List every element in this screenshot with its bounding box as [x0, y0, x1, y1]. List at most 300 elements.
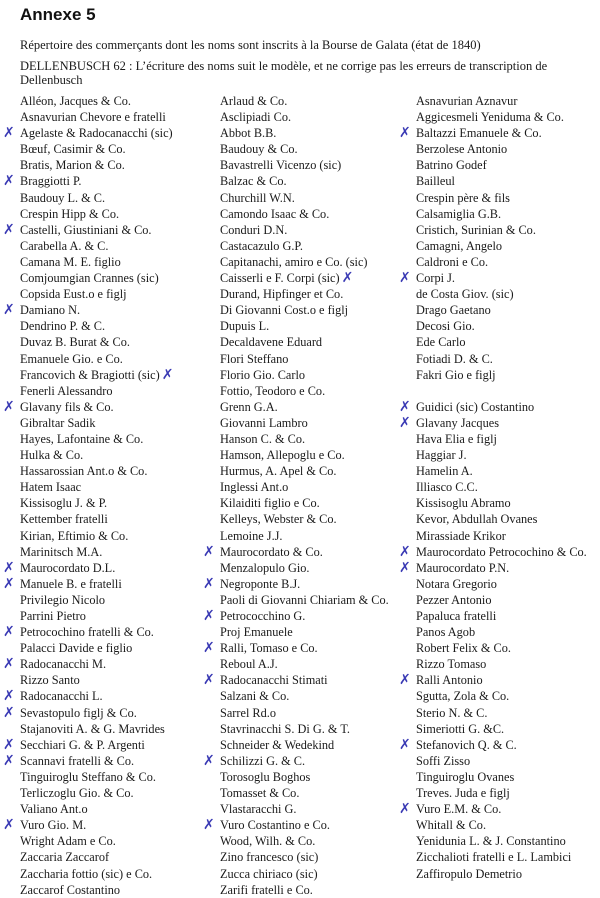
merchant-entry	[220, 801, 410, 817]
merchant-entry	[220, 431, 410, 447]
merchant-name: Negroponte B.J.	[220, 576, 301, 591]
merchant-entry	[220, 383, 410, 399]
merchant-name: Schneider & Wedekind	[220, 737, 335, 752]
merchant-name: Haggiar J.	[416, 448, 467, 463]
handwritten-cross-mark-icon: ✗	[3, 125, 15, 142]
merchant-name: Paoli di Giovanni Chiariam & Co.	[220, 592, 389, 607]
merchant-entry	[3, 752, 215, 769]
merchant-name: Lemoine J.J.	[220, 528, 283, 543]
merchant-name: Caisserli e F. Corpi (sic)	[220, 271, 340, 286]
merchant-name: Tomasset & Co.	[220, 786, 300, 801]
merchant-entry	[416, 141, 600, 157]
merchant-entry	[220, 109, 410, 125]
merchant-name: Palacci Davide e figlio	[20, 641, 133, 656]
merchant-entry	[416, 721, 600, 737]
merchant-entry	[416, 479, 600, 495]
merchant-entry	[3, 736, 215, 753]
merchant-entry	[416, 688, 600, 704]
merchant-entry	[416, 254, 600, 270]
merchant-entry	[203, 575, 410, 592]
merchant-name: Bratis, Marion & Co.	[20, 158, 125, 173]
merchant-name: Baudouy & Co.	[220, 142, 298, 157]
merchant-name: Zaffiropulo Demetrio	[416, 866, 522, 881]
merchant-entry	[20, 479, 215, 495]
handwritten-cross-mark-icon: ✗	[3, 624, 15, 641]
merchant-name: Mirassiade Krikor	[416, 528, 506, 543]
merchant-entry	[220, 785, 410, 801]
merchant-entry	[220, 415, 410, 431]
merchant-name: Conduri D.N.	[220, 222, 288, 237]
handwritten-cross-mark-icon: ✗	[399, 270, 411, 287]
merchant-name: Hassarossian Ant.o & Co.	[20, 464, 148, 479]
handwritten-cross-mark-icon: ✗	[203, 575, 215, 592]
merchant-entry	[203, 640, 410, 657]
merchant-entry	[416, 656, 600, 672]
merchant-entry	[3, 173, 215, 190]
handwritten-cross-mark-icon: ✗	[3, 398, 15, 415]
merchant-entry	[220, 463, 410, 479]
handwritten-cross-mark-icon: ✗	[203, 640, 215, 657]
merchant-entry	[416, 383, 600, 399]
merchant-name: Stefanovich Q. & C.	[416, 737, 517, 752]
merchant-entry	[416, 608, 600, 624]
merchant-entry	[220, 705, 410, 721]
merchant-entry	[416, 173, 600, 189]
merchant-entry	[20, 141, 215, 157]
merchant-entry	[399, 398, 600, 415]
merchant-name: Gibraltar Sadik	[20, 415, 96, 430]
merchant-entry	[220, 367, 410, 383]
merchant-entry	[220, 222, 410, 238]
merchant-name: Di Giovanni Cost.o e figlj	[220, 303, 349, 318]
merchant-entry	[20, 608, 215, 624]
merchant-entry	[416, 206, 600, 222]
merchant-entry	[416, 785, 600, 801]
merchant-name: Ralli Antonio	[416, 673, 483, 688]
merchant-name: Reboul A.J.	[220, 657, 278, 672]
handwritten-cross-mark-icon: ✗	[203, 543, 215, 560]
merchant-name: Baudouy L. & C.	[20, 190, 106, 205]
merchant-name: Vuro E.M. & Co.	[416, 802, 502, 817]
merchant-entry	[416, 769, 600, 785]
merchant-name: Illiasco C.C.	[416, 480, 478, 495]
merchant-entry	[416, 463, 600, 479]
handwritten-cross-mark-icon: ✗	[203, 672, 215, 689]
merchant-entry	[203, 543, 410, 560]
merchant-name: Menzalopulo Gio.	[220, 560, 310, 575]
merchant-name: Kilaiditi figlio e Co.	[220, 496, 320, 511]
merchant-entry	[220, 447, 410, 463]
merchant-entry	[220, 318, 410, 334]
merchant-entry	[20, 190, 215, 206]
merchant-name: Fenerli Alessandro	[20, 383, 113, 398]
handwritten-cross-mark-icon: ✗	[399, 398, 411, 415]
transcription-note: DELLENBUSCH 62 : L’écriture des noms suit le modèle, et ne corrige pas les erreurs de transcription de Dellenbusch	[20, 59, 548, 87]
handwritten-cross-mark-icon: ✗	[3, 559, 15, 576]
merchant-entry	[220, 206, 410, 222]
merchant-name: Francovich & Bragiotti (sic)	[20, 367, 160, 382]
merchant-name: Aggicesmeli Yeniduma & Co.	[416, 110, 564, 125]
merchant-entry	[416, 190, 600, 206]
merchant-entry	[220, 190, 410, 206]
merchant-entry	[20, 785, 215, 801]
handwritten-cross-mark-icon: ✗	[3, 688, 15, 705]
merchant-name: Terliczoglu Gio. & Co.	[20, 786, 134, 801]
handwritten-cross-mark-icon: ✗	[3, 817, 15, 834]
merchant-entry	[399, 672, 600, 689]
handwritten-cross-mark-icon: ✗	[399, 543, 411, 560]
merchant-name: Stajanoviti A. & G. Mavrides	[20, 721, 165, 736]
merchant-name: Churchill W.N.	[220, 190, 295, 205]
merchant-entry	[20, 367, 215, 383]
merchant-name: Hanson C. & Co.	[220, 431, 306, 446]
merchant-name: Baltazzi Emanuele & Co.	[416, 126, 542, 141]
merchant-entry	[220, 866, 410, 882]
merchant-name: Fotiadi D. & C.	[416, 351, 493, 366]
merchant-name: Zicchalioti fratelli e L. Lambici	[416, 850, 572, 865]
merchant-name: Camana M. E. figlio	[20, 254, 121, 269]
merchant-entry	[220, 270, 410, 286]
merchant-entry	[20, 254, 215, 270]
merchant-name: Kissisoglu Abramo	[416, 496, 511, 511]
merchant-name: de Costa Giov. (sic)	[416, 287, 514, 302]
merchant-name: Castacazulo G.P.	[220, 238, 303, 253]
merchant-name: Decaldavene Eduard	[220, 335, 323, 350]
merchant-name: Panos Agob	[416, 625, 476, 640]
merchant-entry	[220, 882, 410, 898]
merchant-column-3	[399, 93, 600, 882]
merchant-name: Pezzer Antonio	[416, 592, 492, 607]
merchant-name: Flori Steffano	[220, 351, 289, 366]
merchant-name: Kettember fratelli	[20, 512, 108, 527]
merchant-entry	[416, 624, 600, 640]
merchant-entry	[20, 801, 215, 817]
merchant-entry	[416, 866, 600, 882]
merchant-entry	[20, 640, 215, 656]
merchant-entry	[220, 351, 410, 367]
merchant-entry	[416, 705, 600, 721]
merchant-name: Parrini Pietro	[20, 609, 86, 623]
merchant-entry	[220, 737, 410, 753]
merchant-name: Glavany fils & Co.	[20, 399, 114, 414]
merchant-name: Secchiari G. & P. Argenti	[20, 737, 145, 752]
merchant-name: Maurocordato P.N.	[416, 560, 510, 575]
handwritten-cross-mark-icon: ✗	[3, 704, 15, 721]
handwritten-cross-mark-icon: ✗	[399, 736, 411, 753]
merchant-name: Radocanacchi L.	[20, 689, 103, 704]
merchant-name: Rizzo Tomaso	[416, 657, 487, 672]
merchant-entry	[416, 833, 600, 849]
merchant-entry	[416, 640, 600, 656]
merchant-name: Sterio N. & C.	[416, 705, 488, 720]
merchant-entry	[20, 592, 215, 608]
handwritten-cross-mark-icon: ✗	[399, 801, 411, 818]
merchant-entry	[220, 254, 410, 270]
handwritten-cross-mark-icon: ✗	[3, 575, 15, 592]
merchant-name: Hamelin A.	[416, 464, 473, 479]
merchant-entry	[416, 431, 600, 447]
merchant-entry	[416, 495, 600, 511]
merchant-entry	[220, 141, 410, 157]
merchant-name: Bailleul	[416, 174, 455, 189]
merchant-name: Zaccarof Costantino	[20, 882, 121, 897]
merchant-entry	[220, 399, 410, 415]
merchant-entry	[220, 479, 410, 495]
merchant-name: Treves. Juda e figlj	[416, 786, 510, 801]
merchant-name: Decosi Gio.	[416, 319, 475, 334]
merchant-entry	[20, 769, 215, 785]
merchant-name: Caldroni e Co.	[416, 254, 489, 269]
merchant-entry	[20, 495, 215, 511]
merchant-name: Cristich, Surinian & Co.	[416, 222, 536, 237]
merchant-entry	[220, 286, 410, 302]
merchant-name: Kevor, Abdullah Ovanes	[416, 512, 538, 527]
merchant-name: Copsida Eust.o e figlj	[20, 287, 127, 302]
merchant-name: Crespin Hipp & Co.	[20, 206, 120, 221]
merchant-name: Asclipiadi Co.	[220, 110, 292, 125]
merchant-entry	[203, 672, 410, 689]
merchant-entry	[20, 882, 215, 898]
merchant-name: Kissisoglu J. & P.	[20, 496, 108, 511]
merchant-entry	[399, 801, 600, 818]
merchant-entry	[416, 753, 600, 769]
merchant-name: Hatem Isaac	[20, 480, 82, 495]
merchant-name: Privilegio Nicolo	[20, 592, 106, 607]
merchant-entry	[20, 511, 215, 527]
merchant-name: Radocanacchi Stimati	[220, 673, 328, 688]
merchant-name: Maurocordato D.L.	[20, 560, 116, 575]
merchant-name: Torosoglu Boghos	[220, 769, 311, 784]
merchant-name: Simeriotti G. &C.	[416, 721, 505, 736]
merchant-entry	[220, 528, 410, 544]
merchant-name: Bœuf, Casimir & Co.	[20, 142, 126, 157]
merchant-entry	[416, 849, 600, 865]
handwritten-cross-mark-icon: ✗	[3, 656, 15, 673]
merchant-name: Zaccaria Zaccarof	[20, 850, 110, 865]
merchant-entry	[416, 351, 600, 367]
merchant-entry	[220, 511, 410, 527]
merchant-entry	[20, 383, 215, 399]
merchant-entry	[203, 752, 410, 769]
merchant-name: Rizzo Santo	[20, 673, 80, 688]
document-subtitle: Répertoire des commerçants dont les noms sont inscrits à la Bourse de Galata (état de 1840)	[20, 38, 481, 52]
merchant-entry	[220, 656, 410, 672]
merchant-entry	[20, 431, 215, 447]
merchant-entry	[220, 592, 410, 608]
merchant-name: Proj Emanuele	[220, 625, 293, 640]
merchant-entry	[3, 125, 215, 142]
merchant-entry	[220, 833, 410, 849]
merchant-name: Damiano N.	[20, 303, 81, 318]
merchant-name: Yenidunia L. & J. Constantino	[416, 834, 566, 849]
merchant-name: Maurocordato & Co.	[220, 544, 323, 559]
merchant-entry	[416, 238, 600, 254]
merchant-entry	[416, 447, 600, 463]
merchant-entry	[220, 721, 410, 737]
merchant-name: Fakri Gio e figlj	[416, 367, 496, 382]
merchant-name: Valiano Ant.o	[20, 802, 88, 817]
merchant-entry	[20, 286, 215, 302]
merchant-entry	[20, 833, 215, 849]
merchant-entry	[3, 656, 215, 673]
merchant-column-2	[203, 93, 410, 898]
merchant-entry	[203, 608, 410, 624]
merchant-entry	[20, 93, 215, 109]
merchant-name: Guidici (sic) Costantino	[416, 399, 535, 414]
merchant-column-1	[3, 93, 215, 898]
merchant-entry	[416, 109, 600, 125]
merchant-name: Notara Gregorio	[416, 576, 497, 591]
merchant-entry	[220, 849, 410, 865]
merchant-name: Corpi J.	[416, 271, 455, 286]
handwritten-cross-mark-icon: ✗	[399, 125, 411, 142]
merchant-name: Zarifi fratelli e Co.	[220, 882, 313, 897]
merchant-name: Arlaud & Co.	[220, 94, 288, 108]
merchant-name: Radocanacchi M.	[20, 657, 107, 672]
merchant-name: Scannavi fratelli & Co.	[20, 753, 135, 768]
merchant-name: Schilizzi G. & C.	[220, 753, 306, 768]
merchant-entry	[20, 157, 215, 173]
merchant-entry	[220, 238, 410, 254]
merchant-entry	[20, 849, 215, 865]
merchant-name: Vuro Costantino e Co.	[220, 818, 330, 833]
merchant-name: Crespin père & fils	[416, 190, 510, 205]
handwritten-cross-mark-icon: ✗	[3, 736, 15, 753]
merchant-entry	[20, 270, 215, 286]
merchant-entry	[416, 576, 600, 592]
merchant-name: Marinitsch M.A.	[20, 544, 103, 559]
handwritten-cross-mark-icon: ✗	[399, 672, 411, 689]
merchant-name: Zucca chiriaco (sic)	[220, 866, 318, 881]
merchant-name: Kirian, Eftimio & Co.	[20, 528, 129, 543]
merchant-entry	[20, 672, 215, 688]
merchant-entry	[20, 866, 215, 882]
merchant-name: Agelaste & Radocanacchi (sic)	[20, 126, 173, 141]
merchant-name: Alléon, Jacques & Co.	[20, 94, 131, 108]
merchant-name: Zaccharia fottio (sic) e Co.	[20, 866, 153, 881]
merchant-name: Grenn G.A.	[220, 399, 278, 414]
merchant-entry	[3, 704, 215, 721]
merchant-name: Berzolese Antonio	[416, 142, 508, 157]
merchant-name: Stavrinacchi S. Di G. & T.	[220, 721, 351, 736]
handwritten-cross-mark-icon: ✗	[341, 270, 354, 287]
merchant-entry	[20, 463, 215, 479]
annex-title: Annexe 5	[20, 5, 96, 24]
merchant-entry	[220, 173, 410, 189]
merchant-name: Durand, Hipfinger et Co.	[220, 287, 344, 302]
merchant-name: Florio Gio. Carlo	[220, 367, 306, 382]
merchant-entry	[416, 334, 600, 350]
handwritten-cross-mark-icon: ✗	[3, 221, 15, 238]
merchant-name: Soffi Zisso	[416, 753, 471, 768]
merchant-name: Calsamiglia G.B.	[416, 206, 502, 221]
merchant-name: Hurmus, A. Apel & Co.	[220, 464, 337, 479]
merchant-name: Tinguiroglu Ovanes	[416, 769, 515, 784]
merchant-name: Asnavurian Aznavur	[416, 94, 518, 108]
handwritten-cross-mark-icon: ✗	[203, 752, 215, 769]
merchant-entry	[20, 109, 215, 125]
merchant-name: Vuro Gio. M.	[20, 818, 87, 833]
merchant-name: Inglessi Ant.o	[220, 480, 289, 495]
merchant-name: Hayes, Lafontaine & Co.	[20, 431, 144, 446]
merchant-entry	[416, 367, 600, 383]
merchant-name: Sevastopulo figlj & Co.	[20, 705, 137, 720]
merchant-entry	[3, 302, 215, 319]
merchant-name: Drago Gaetano	[416, 303, 491, 318]
merchant-name: Vlastaracchi G.	[220, 802, 297, 817]
merchant-entry	[20, 318, 215, 334]
merchant-entry	[20, 415, 215, 431]
merchant-name: Ede Carlo	[416, 335, 466, 350]
merchant-name: Batrino Godef	[416, 158, 487, 173]
merchant-name: Papaluca fratelli	[416, 609, 497, 623]
merchant-entry	[20, 351, 215, 367]
merchant-entry	[3, 559, 215, 576]
merchant-entry	[220, 334, 410, 350]
merchant-name: Sgutta, Zola & Co.	[416, 689, 510, 704]
merchant-name: Duvaz B. Burat & Co.	[20, 335, 130, 350]
merchant-entry	[416, 93, 600, 109]
merchant-name: Balzac & Co.	[220, 174, 287, 189]
merchant-entry	[220, 769, 410, 785]
merchant-entry	[3, 575, 215, 592]
merchant-entry	[220, 688, 410, 704]
merchant-name: Comjoumgian Crannes (sic)	[20, 271, 159, 286]
handwritten-cross-mark-icon: ✗	[3, 173, 15, 190]
merchant-name: Kelleys, Webster & Co.	[220, 512, 337, 527]
merchant-entry	[220, 125, 410, 141]
merchant-name: Ralli, Tomaso e Co.	[220, 641, 318, 656]
merchant-name: Petrococchino G.	[220, 609, 306, 623]
handwritten-cross-mark-icon: ✗	[399, 414, 411, 431]
merchant-entry	[20, 334, 215, 350]
merchant-entry	[20, 447, 215, 463]
merchant-name: Petrocochino fratelli & Co.	[20, 625, 154, 640]
merchant-name: Abbot B.B.	[220, 126, 277, 141]
merchant-name: Salzani & Co.	[220, 689, 290, 704]
merchant-name: Bavastrelli Vicenzo (sic)	[220, 158, 342, 173]
merchant-name: Maurocordato Petrocochino & Co.	[416, 544, 587, 559]
merchant-name: Tinguiroglu Steffano & Co.	[20, 769, 156, 784]
merchant-name: Capitanachi, amiro e Co. (sic)	[220, 254, 368, 269]
merchant-entry	[3, 221, 215, 238]
merchant-entry	[416, 157, 600, 173]
merchant-entry	[399, 543, 600, 560]
handwritten-cross-mark-icon: ✗	[3, 752, 15, 769]
merchant-name: Hava Elia e figlj	[416, 431, 497, 446]
merchant-entry	[399, 270, 600, 287]
merchant-entry	[416, 528, 600, 544]
merchant-entry	[416, 318, 600, 334]
merchant-entry	[416, 222, 600, 238]
merchant-entry	[20, 721, 215, 737]
merchant-entry	[20, 528, 215, 544]
merchant-name: Glavany Jacques	[416, 415, 499, 430]
merchant-name: Hulka & Co.	[20, 448, 84, 463]
merchant-entry	[220, 157, 410, 173]
merchant-entry	[3, 624, 215, 641]
merchant-entry	[220, 624, 410, 640]
merchant-name: Dendrino P. & C.	[20, 319, 106, 334]
merchant-entry	[399, 414, 600, 431]
merchant-name: Giovanni Lambro	[220, 415, 308, 430]
merchant-entry	[220, 495, 410, 511]
merchant-name: Camagni, Angelo	[416, 238, 503, 253]
handwritten-cross-mark-icon: ✗	[161, 366, 174, 383]
merchant-name: Castelli, Giustiniani & Co.	[20, 222, 152, 237]
merchant-name: Hamson, Allepoglu e Co.	[220, 448, 345, 463]
handwritten-cross-mark-icon: ✗	[399, 559, 411, 576]
